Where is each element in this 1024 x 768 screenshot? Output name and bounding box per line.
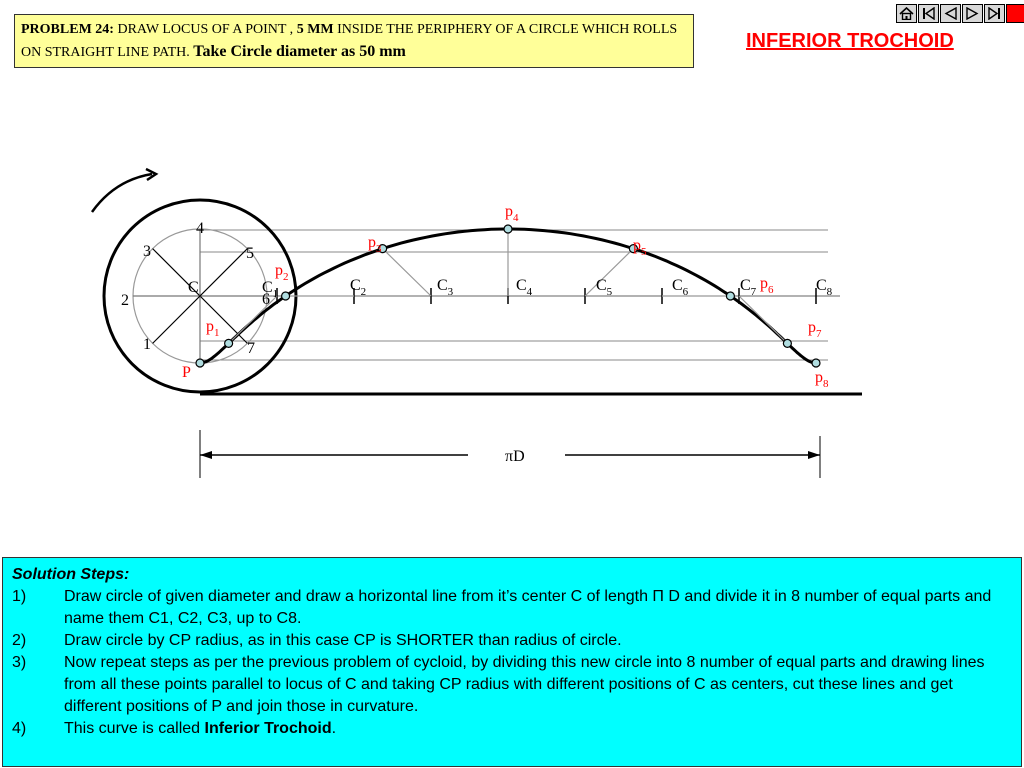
locus-point-8: $p_8$ <box>815 369 829 390</box>
step-3-text: Now repeat steps as per the previous problem of cycloid, by dividing this new circle into 8 number of equal parts and drawing lines from all these points parallel to locus of C and taking CP radius with different positions of C as centers, cut these lines and get different positions of P and join those in curvature. <box>64 654 985 715</box>
locus-point-5: $p_5$ <box>633 237 647 258</box>
step-4-number: 4) <box>12 720 27 737</box>
centre-position-8: $C_8$ <box>816 277 833 298</box>
locus-point-6: $p_6$ <box>760 275 774 296</box>
division-label-6: 6 <box>262 291 270 308</box>
step-1-text: Draw circle of given diameter and draw a horizontal line from it’s center C of length Π D and divide it in 8 number of equal parts and name them C1, C2, C3, up to C8. <box>64 588 992 627</box>
step-4-suffix: . <box>331 720 337 737</box>
centre-position-2: $C_2$ <box>350 277 367 298</box>
step-4-prefix: This curve is called <box>64 720 205 737</box>
solution-steps <box>2 557 1022 767</box>
cp-radius-line <box>739 296 787 343</box>
locus-point-marker <box>812 359 820 367</box>
centre-position-5: $C_5$ <box>596 277 613 298</box>
problem-text-a: DRAW LOCUS OF A POINT , <box>117 22 294 37</box>
centre-label: C <box>188 279 199 296</box>
centre-position-7: $C_7$ <box>740 277 757 298</box>
step-1 <box>12 586 1012 630</box>
division-label-2: 2 <box>121 292 129 309</box>
problem-size: 5 MM <box>296 22 334 37</box>
division-label-3: 3 <box>143 243 151 260</box>
dimension-arrowhead-left <box>200 451 212 459</box>
division-label-5: 5 <box>246 245 254 262</box>
step-2-number: 2) <box>12 632 27 649</box>
locus-point-4: $p_4$ <box>505 203 519 224</box>
solution-heading: Solution Steps: <box>12 566 130 583</box>
step-4-text <box>64 718 1012 740</box>
step-2-text: Draw circle by CP radius, as in this case CP is SHORTER than radius of circle. <box>64 632 622 649</box>
centre-position-6: $C_6$ <box>672 277 689 298</box>
centre-position-3: $C_3$ <box>437 277 454 298</box>
cp-radius-line <box>383 249 431 296</box>
dimension-arrowhead-right <box>808 451 820 459</box>
dimension-label: πD <box>505 448 525 465</box>
centre-position-1: $C_1$ <box>262 279 279 300</box>
rotation-arrow <box>92 174 152 212</box>
topic-title: INFERIOR TROCHOID <box>746 30 954 52</box>
locus-point-marker <box>726 292 734 300</box>
division-label-7: 7 <box>247 340 255 357</box>
problem-text-b: INSIDE THE PERIPHERY OF A CIRCLE WHICH ROLLS ON STRAIGHT LINE PATH. <box>21 22 678 60</box>
step-2 <box>12 630 1012 652</box>
step-1-number: 1) <box>12 588 27 605</box>
locus-point-1: $p_1$ <box>206 318 220 339</box>
locus-point-marker <box>783 339 791 347</box>
locus-point-3: $p_3$ <box>368 234 382 255</box>
step-3-number: 3) <box>12 654 27 671</box>
locus-point-marker <box>225 339 233 347</box>
locus-point-7: $p_7$ <box>808 319 822 340</box>
locus-point-marker <box>504 225 512 233</box>
centre-position-4: $C_4$ <box>516 277 533 298</box>
division-label-1: 1 <box>143 336 151 353</box>
division-label-4: 4 <box>196 220 204 237</box>
point-label: P <box>182 364 191 381</box>
locus-point-2: $p_2$ <box>275 262 289 283</box>
problem-given: Take Circle diameter as 50 mm <box>193 43 406 60</box>
point-p <box>196 359 204 367</box>
step-4-term: Inferior Trochoid <box>204 720 332 737</box>
problem-label: PROBLEM 24: <box>21 22 114 37</box>
step-4 <box>12 718 1012 740</box>
step-3 <box>12 652 1012 718</box>
locus-point-marker <box>282 292 290 300</box>
